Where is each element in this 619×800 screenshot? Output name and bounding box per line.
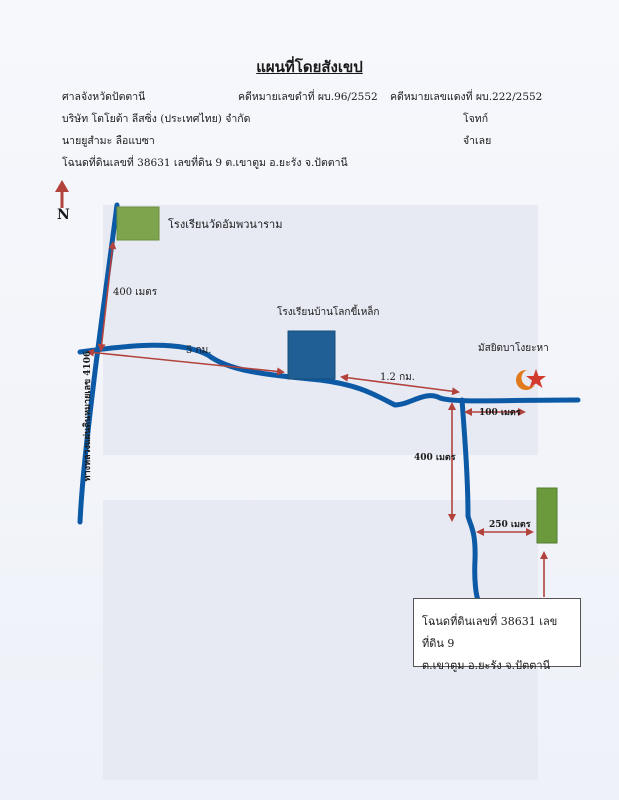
court-name: ศาลจังหวัดปัตตานี bbox=[62, 91, 146, 103]
plaintiff-role: โจทก์ bbox=[463, 113, 489, 125]
north-label: N bbox=[57, 207, 70, 223]
label-mosque: มัสยิดบาโงยะหา bbox=[478, 343, 549, 354]
deed-reference: โฉนดที่ดินเลขที่ 38631 เลขที่ดิน 9 ต.เขาตูม อ.ยะรัง จ.ปัตตานี bbox=[62, 157, 348, 169]
south-branch-road bbox=[462, 400, 478, 600]
land-plot-marker bbox=[537, 488, 557, 543]
label-amphawanaram: โรงเรียนวัดอัมพวนาราม bbox=[168, 218, 283, 231]
label-400m-school: 400 เมตร bbox=[113, 287, 158, 298]
label-400m-south: 400 เมตร bbox=[414, 453, 456, 463]
deed-box-line-2: ต.เขาตูม อ.ยะรัง จ.ปัตตานี bbox=[422, 659, 551, 672]
page-title: แผนที่โดยสังเขป bbox=[256, 58, 363, 76]
red-case-number: คดีหมายเลขแดงที่ ผบ.222/2552 bbox=[390, 91, 543, 103]
plaintiff-name: บริษัท โตโยต้า ลีสซิ่ง (ประเทศไทย) จำกัด bbox=[62, 113, 251, 125]
label-100m: 100 เมตร bbox=[479, 408, 521, 418]
label-250m: 250 เมตร bbox=[489, 520, 531, 530]
defendant-role: จำเลย bbox=[463, 135, 492, 147]
north-arrow bbox=[55, 180, 69, 208]
deed-info-box bbox=[413, 598, 581, 672]
defendant-name: นายยูสำมะ ลือแบซา bbox=[62, 135, 155, 147]
deed-box-line-1: โฉนดที่ดินเลขที่ 38631 เลขที่ดิน 9 bbox=[422, 615, 558, 650]
label-highway-4106: ทางหลวงแผ่นดินหมายเลข 4106 bbox=[83, 350, 93, 482]
label-ban-lok-school: โรงเรียนบ้านโลกขี้เหล็ก bbox=[277, 307, 380, 318]
black-case-number: คดีหมายเลขดำที่ ผบ.96/2552 bbox=[238, 91, 378, 103]
label-1-2km: 1.2 กม. bbox=[380, 372, 415, 383]
ban-lok-school-marker bbox=[288, 331, 335, 379]
mosque-symbol bbox=[516, 369, 546, 390]
label-5km: 5 กม. bbox=[186, 345, 212, 356]
amphawanaram-school-marker bbox=[117, 207, 159, 240]
